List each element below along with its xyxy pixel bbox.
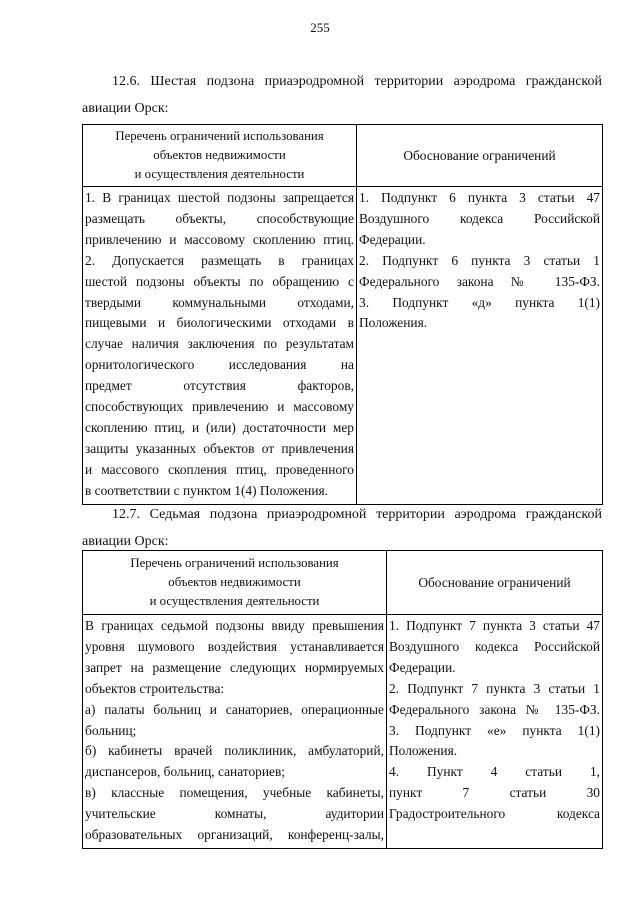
column-header-restrictions: Перечень ограничений использования объектов недвижимости и осуществления деятельности: [83, 551, 387, 615]
section-12-6-heading: [82, 68, 602, 122]
table-subzone-7: [82, 550, 603, 849]
restrictions-cell: 1. В границах шестой подзоны запрещается размещать объекты, способствующие привлечению и массовому скоплению птиц. 2. Допускается размещать в границах шестой подзоны объекты по обращению с твердыми коммунальными отходами, пищевыми и биологическими отходами в случае наличия заключения по результатам орнитологического исследования на предмет отсутствия факторов, способствующих привлечению и массовому скоплению птиц, и (или) достаточности мер защиты указанных объектов от привлечения и массового скопления птиц, проведенного в соответствии с пунктом 1(4) Положения.: [83, 187, 357, 505]
column-header-justification: Обоснование ограничений: [387, 551, 603, 615]
restrictions-cell: В границах седьмой подзоны ввиду превышения уровня шумового воздействия устанавливается запрет на размещение следующих нормируемых объектов строительства: а) палаты больниц и санаториев, операционные больниц; б) кабинеты врачей поликлиник, амбулаторий, диспансеров, больниц, санаториев; в) классные помещения, учебные кабинеты, учительские комнаты, аудитории образовательных организаций, конференц-залы,: [83, 615, 387, 849]
section-12-7-heading: [82, 501, 602, 555]
section-heading-line: авиации Орск:: [82, 101, 169, 116]
section-heading-line: авиации Орск:: [82, 534, 169, 549]
section-heading-line: 12.7. Седьмая подзона приаэродромной территории аэродрома гражданской: [112, 507, 602, 522]
column-header-restrictions: Перечень ограничений использования объектов недвижимости и осуществления деятельности: [83, 125, 357, 187]
section-heading-line: 12.6. Шестая подзона приаэродромной территории аэродрома гражданской: [112, 74, 602, 89]
justification-cell: 1. Подпункт 6 пункта 3 статьи 47 Воздушного кодекса Российской Федерации. 2. Подпункт 6 пункта 3 статьи 1 Федерального закона № 135-ФЗ. 3. Подпункт «д» пункта 1(1) Положения.: [357, 187, 603, 505]
page-number: 255: [310, 20, 330, 35]
table-subzone-6: [82, 124, 603, 505]
justification-cell: 1. Подпункт 7 пункта 3 статьи 47 Воздушного кодекса Российской Федерации. 2. Подпункт 7 пункта 3 статьи 1 Федерального закона № 135-ФЗ. 3. Подпункт «е» пункта 1(1) Положения. 4. Пункт 4 статьи 1, пункт 7 статьи 30 Градостроительного кодекса: [387, 615, 603, 849]
column-header-justification: Обоснование ограничений: [357, 125, 603, 187]
